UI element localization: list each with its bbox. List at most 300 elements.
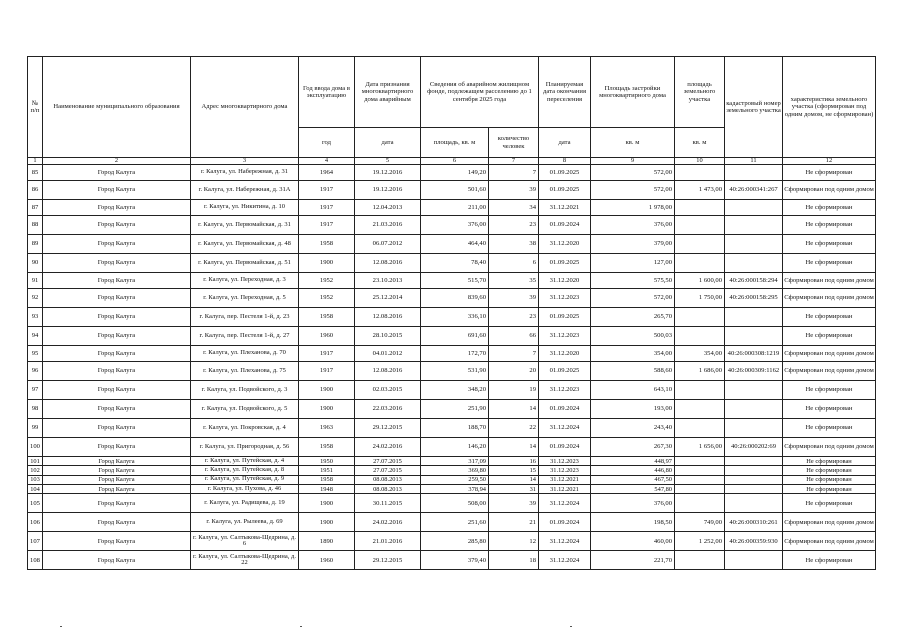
planned-end-cell: 31.12.2024 [539,551,591,570]
cadastral-number-cell [725,308,783,327]
cadastral-number-cell: 40:26:000158:295 [725,289,783,308]
address-cell: г. Калуга, ул. Пухова, д. 46 [191,484,299,493]
building-area-cell: 243,40 [591,419,675,438]
land-area-cell [675,419,725,438]
people-count-cell: 34 [489,200,539,216]
people-count-cell: 19 [489,381,539,400]
building-area-cell: 354,00 [591,346,675,362]
municipality-cell: Город Калуга [43,400,191,419]
municipality-cell: Город Калуга [43,532,191,551]
address-cell: г. Калуга, пер. Пестеля 1-й, д. 23 [191,308,299,327]
column-number-cell: 4 [299,158,355,165]
subheader-date: дата [355,128,421,158]
address-cell: г. Калуга, ул. Плеханова, д. 70 [191,346,299,362]
cadastral-number-cell: 40:26:000310:261 [725,513,783,532]
people-count-cell: 31 [489,484,539,493]
table-row [28,381,876,400]
land-characteristic-cell: Не сформирован [783,494,876,513]
area-cell: 378,94 [421,484,489,493]
people-count-cell: 14 [489,438,539,457]
recognition-date-cell: 06.07.2012 [355,235,421,254]
building-area-cell: 446,80 [591,466,675,475]
area-cell: 251,90 [421,400,489,419]
table-row [28,551,876,570]
municipality-cell: Город Калуга [43,466,191,475]
recognition-date-cell: 22.03.2016 [355,400,421,419]
planned-end-cell: 31.12.2023 [539,466,591,475]
area-cell: 251,60 [421,513,489,532]
column-number-cell: 12 [783,158,876,165]
column-number-row [28,158,876,165]
people-count-cell: 20 [489,362,539,381]
column-number-cell: 7 [489,158,539,165]
planned-end-cell: 01.09.2024 [539,400,591,419]
address-cell: г. Калуга, ул. Салтыкова-Щедрина, д. 22 [191,551,299,570]
table-row [28,532,876,551]
land-area-cell [675,235,725,254]
area-cell: 531,90 [421,362,489,381]
land-area-cell [675,381,725,400]
header-col-municipality: Наименование муниципального образования [43,57,191,158]
recognition-date-cell: 29.12.2015 [355,551,421,570]
address-cell: г. Калуга, ул. Покровская, д. 4 [191,419,299,438]
land-area-cell [675,400,725,419]
building-area-cell: 572,00 [591,165,675,181]
planned-end-cell: 31.12.2021 [539,200,591,216]
area-cell: 78,40 [421,254,489,273]
recognition-date-cell: 08.08.2013 [355,484,421,493]
year-cell: 1900 [299,381,355,400]
address-cell: г. Калуга, ул. Набережная, д. 31А [191,181,299,200]
column-number-cell: 5 [355,158,421,165]
planned-end-cell: 31.12.2023 [539,381,591,400]
year-cell: 1890 [299,532,355,551]
recognition-date-cell: 19.12.2016 [355,165,421,181]
building-area-cell: 448,97 [591,457,675,466]
land-area-cell [675,484,725,493]
header-col-land-char: характеристика земельного участка (сформирован под одним домом, не сформирован) [783,57,876,158]
year-cell: 1964 [299,165,355,181]
planned-end-cell: 01.09.2025 [539,362,591,381]
address-cell: г. Калуга, пер. Пестеля 1-й, д. 27 [191,327,299,346]
land-area-cell [675,457,725,466]
year-cell: 1960 [299,551,355,570]
table-row [28,475,876,484]
recognition-date-cell: 12.08.2016 [355,254,421,273]
recognition-date-cell: 23.10.2013 [355,273,421,289]
subheader-end-date: дата [539,128,591,158]
year-cell: 1917 [299,362,355,381]
land-area-cell [675,216,725,235]
table-row [28,513,876,532]
row-number-cell: 93 [28,308,43,327]
row-number-cell: 92 [28,289,43,308]
land-characteristic-cell: Сформирован под одним домом [783,346,876,362]
area-cell: 259,50 [421,475,489,484]
building-area-cell: 500,03 [591,327,675,346]
land-characteristic-cell: Не сформирован [783,419,876,438]
header-col-building-area: Площадь застройки многоквартирного дома [591,57,675,128]
recognition-date-cell: 12.04.2013 [355,200,421,216]
land-characteristic-cell: Не сформирован [783,400,876,419]
cadastral-number-cell [725,551,783,570]
table-row [28,400,876,419]
year-cell: 1952 [299,273,355,289]
recognition-date-cell: 28.10.2015 [355,327,421,346]
header-col-planned-end: Планируемая дата окончания переселения [539,57,591,128]
address-cell: г. Калуга, ул. Плеханова, д. 75 [191,362,299,381]
row-number-cell: 104 [28,484,43,493]
land-characteristic-cell: Не сформирован [783,466,876,475]
land-area-cell: 1 750,00 [675,289,725,308]
land-characteristic-cell: Не сформирован [783,475,876,484]
table-row [28,362,876,381]
address-cell: г. Калуга, ул. Переходная, д. 3 [191,273,299,289]
cadastral-number-cell [725,216,783,235]
land-characteristic-cell: Сформирован под одним домом [783,513,876,532]
recognition-date-cell: 08.08.2013 [355,475,421,484]
area-cell: 285,80 [421,532,489,551]
people-count-cell: 12 [489,532,539,551]
year-cell: 1958 [299,475,355,484]
row-number-cell: 96 [28,362,43,381]
planned-end-cell: 31.12.2023 [539,457,591,466]
table-row [28,457,876,466]
planned-end-cell: 31.12.2020 [539,346,591,362]
land-characteristic-cell: Не сформирован [783,308,876,327]
planned-end-cell: 31.12.2023 [539,327,591,346]
row-number-cell: 94 [28,327,43,346]
area-cell: 691,60 [421,327,489,346]
land-area-cell: 1 686,00 [675,362,725,381]
cadastral-number-cell [725,484,783,493]
municipality-cell: Город Калуга [43,289,191,308]
table-row [28,273,876,289]
row-number-cell: 99 [28,419,43,438]
land-characteristic-cell: Сформирован под одним домом [783,289,876,308]
municipality-cell: Город Калуга [43,513,191,532]
table-row [28,419,876,438]
column-number-cell: 1 [28,158,43,165]
row-number-cell: 89 [28,235,43,254]
area-cell: 839,60 [421,289,489,308]
header-col-year: Год ввода дома в эксплуатацию [299,57,355,128]
year-cell: 1958 [299,308,355,327]
table-row [28,494,876,513]
area-cell: 336,10 [421,308,489,327]
cadastral-number-cell [725,466,783,475]
table-row [28,466,876,475]
year-cell: 1958 [299,235,355,254]
cadastral-number-cell [725,400,783,419]
land-area-cell: 749,00 [675,513,725,532]
municipality-cell: Город Калуга [43,254,191,273]
planned-end-cell: 01.09.2024 [539,513,591,532]
planned-end-cell: 31.12.2020 [539,235,591,254]
municipality-cell: Город Калуга [43,308,191,327]
table-row [28,346,876,362]
building-area-cell: 588,60 [591,362,675,381]
building-area-cell: 379,00 [591,235,675,254]
scan-mark [570,626,572,627]
cadastral-number-cell [725,381,783,400]
building-area-cell: 267,30 [591,438,675,457]
land-characteristic-cell: Сформирован под одним домом [783,362,876,381]
header-col-resettled: Сведения об аварийном жилищном фонде, подлежащем расселению до 1 сентября 2025 года [421,57,539,128]
row-number-cell: 88 [28,216,43,235]
municipality-cell: Город Калуга [43,457,191,466]
address-cell: г. Калуга, ул. Первомайская, д. 48 [191,235,299,254]
table-row [28,200,876,216]
land-area-cell [675,254,725,273]
row-number-cell: 90 [28,254,43,273]
recognition-date-cell: 04.01.2012 [355,346,421,362]
address-cell: г. Калуга, ул. Радищева, д. 19 [191,494,299,513]
column-number-cell: 11 [725,158,783,165]
year-cell: 1917 [299,200,355,216]
building-area-cell: 127,00 [591,254,675,273]
subheader-year: год [299,128,355,158]
address-cell: г. Калуга, ул. Никитина, д. 10 [191,200,299,216]
area-cell: 515,70 [421,273,489,289]
land-characteristic-cell: Не сформирован [783,381,876,400]
people-count-cell: 23 [489,216,539,235]
people-count-cell: 35 [489,273,539,289]
subheader-area: площадь, кв. м [421,128,489,158]
municipality-cell: Город Калуга [43,181,191,200]
building-area-cell: 193,00 [591,400,675,419]
recognition-date-cell: 30.11.2015 [355,494,421,513]
area-cell: 376,00 [421,216,489,235]
area-cell: 146,20 [421,438,489,457]
land-area-cell: 1 600,00 [675,273,725,289]
column-number-cell: 9 [591,158,675,165]
land-area-cell: 1 473,00 [675,181,725,200]
table-row [28,484,876,493]
building-area-cell: 221,70 [591,551,675,570]
people-count-cell: 39 [489,289,539,308]
land-area-cell [675,551,725,570]
building-area-cell: 547,80 [591,484,675,493]
area-cell: 379,40 [421,551,489,570]
subheader-people: количество человек [489,128,539,158]
building-area-cell: 376,00 [591,216,675,235]
planned-end-cell: 31.12.2024 [539,494,591,513]
municipality-cell: Город Калуга [43,273,191,289]
building-area-cell: 460,00 [591,532,675,551]
building-area-cell: 575,50 [591,273,675,289]
cadastral-number-cell [725,165,783,181]
planned-end-cell: 31.12.2021 [539,484,591,493]
recognition-date-cell: 12.08.2016 [355,362,421,381]
municipality-cell: Город Калуга [43,346,191,362]
building-area-cell: 643,10 [591,381,675,400]
building-area-cell: 572,00 [591,181,675,200]
planned-end-cell: 01.09.2024 [539,216,591,235]
recognition-date-cell: 24.02.2016 [355,438,421,457]
year-cell: 1917 [299,346,355,362]
area-cell: 317,09 [421,457,489,466]
land-area-cell [675,165,725,181]
area-cell: 501,60 [421,181,489,200]
area-cell: 464,40 [421,235,489,254]
cadastral-number-cell [725,327,783,346]
people-count-cell: 14 [489,475,539,484]
people-count-cell: 15 [489,466,539,475]
row-number-cell: 85 [28,165,43,181]
year-cell: 1917 [299,216,355,235]
people-count-cell: 38 [489,235,539,254]
area-cell: 211,00 [421,200,489,216]
table-row [28,289,876,308]
row-number-cell: 101 [28,457,43,466]
subheader-sqm: кв. м [591,128,675,158]
recognition-date-cell: 25.12.2014 [355,289,421,308]
municipality-cell: Город Калуга [43,362,191,381]
land-characteristic-cell: Сформирован под одним домом [783,273,876,289]
building-area-cell: 198,50 [591,513,675,532]
header-col-cadastral: кадастровый номер земельного участка [725,57,783,158]
area-cell: 369,80 [421,466,489,475]
table-row [28,235,876,254]
municipality-cell: Город Калуга [43,200,191,216]
land-area-cell [675,327,725,346]
column-number-cell: 10 [675,158,725,165]
row-number-cell: 103 [28,475,43,484]
year-cell: 1900 [299,513,355,532]
row-number-cell: 100 [28,438,43,457]
row-number-cell: 102 [28,466,43,475]
recognition-date-cell: 21.03.2016 [355,216,421,235]
people-count-cell: 23 [489,308,539,327]
document-page [27,56,875,570]
table-header [28,57,876,165]
municipality-cell: Город Калуга [43,475,191,484]
table-row [28,181,876,200]
cadastral-number-cell: 40:26:000359:930 [725,532,783,551]
cadastral-number-cell: 40:26:000202:69 [725,438,783,457]
row-number-cell: 91 [28,273,43,289]
year-cell: 1917 [299,181,355,200]
people-count-cell: 7 [489,346,539,362]
column-number-cell: 2 [43,158,191,165]
subheader-land-sqm: кв. м [675,128,725,158]
land-characteristic-cell: Не сформирован [783,457,876,466]
row-number-cell: 107 [28,532,43,551]
table-row [28,308,876,327]
cadastral-number-cell [725,254,783,273]
planned-end-cell: 01.09.2025 [539,181,591,200]
cadastral-number-cell [725,457,783,466]
building-area-cell: 467,50 [591,475,675,484]
address-cell: г. Калуга, ул. Рылеева, д. 69 [191,513,299,532]
column-number-cell: 3 [191,158,299,165]
year-cell: 1952 [299,289,355,308]
recognition-date-cell: 21.01.2016 [355,532,421,551]
area-cell: 149,20 [421,165,489,181]
land-characteristic-cell: Не сформирован [783,216,876,235]
year-cell: 1963 [299,419,355,438]
emergency-housing-table [27,56,876,570]
cadastral-number-cell [725,200,783,216]
cadastral-number-cell [725,235,783,254]
scan-mark [300,626,302,627]
people-count-cell: 18 [489,551,539,570]
planned-end-cell: 01.09.2025 [539,308,591,327]
row-number-cell: 95 [28,346,43,362]
municipality-cell: Город Калуга [43,438,191,457]
people-count-cell: 14 [489,400,539,419]
cadastral-number-cell: 40:26:000341:267 [725,181,783,200]
land-characteristic-cell: Не сформирован [783,254,876,273]
header-col-address: Адрес многоквартирного дома [191,57,299,158]
building-area-cell: 376,00 [591,494,675,513]
municipality-cell: Город Калуга [43,484,191,493]
row-number-cell: 86 [28,181,43,200]
scan-mark [60,626,62,627]
planned-end-cell: 31.12.2020 [539,273,591,289]
building-area-cell: 265,70 [591,308,675,327]
municipality-cell: Город Калуга [43,216,191,235]
building-area-cell: 1 978,00 [591,200,675,216]
people-count-cell: 7 [489,165,539,181]
recognition-date-cell: 12.08.2016 [355,308,421,327]
year-cell: 1948 [299,484,355,493]
cadastral-number-cell [725,494,783,513]
recognition-date-cell: 19.12.2016 [355,181,421,200]
year-cell: 1900 [299,494,355,513]
address-cell: г. Калуга, ул. Набережная, д. 31 [191,165,299,181]
people-count-cell: 39 [489,494,539,513]
header-col-no: № п/п [28,57,43,158]
recognition-date-cell: 02.03.2015 [355,381,421,400]
land-area-cell: 1 656,00 [675,438,725,457]
land-area-cell [675,200,725,216]
area-cell: 172,70 [421,346,489,362]
year-cell: 1958 [299,438,355,457]
address-cell: г. Калуга, ул. Путейская, д. 9 [191,475,299,484]
table-row [28,254,876,273]
address-cell: г. Калуга, ул. Подвойского, д. 3 [191,381,299,400]
people-count-cell: 22 [489,419,539,438]
address-cell: г. Калуга, ул. Первомайская, д. 31 [191,216,299,235]
land-area-cell [675,494,725,513]
table-row [28,327,876,346]
planned-end-cell: 01.09.2025 [539,254,591,273]
address-cell: г. Калуга, ул. Салтыкова-Щедрина, д. 6 [191,532,299,551]
header-col-land-area: площадь земельного участка [675,57,725,128]
land-characteristic-cell: Сформирован под одним домом [783,438,876,457]
municipality-cell: Город Калуга [43,327,191,346]
municipality-cell: Город Калуга [43,494,191,513]
area-cell: 188,70 [421,419,489,438]
cadastral-number-cell [725,419,783,438]
cadastral-number-cell [725,475,783,484]
table-row [28,438,876,457]
land-area-cell: 354,00 [675,346,725,362]
cadastral-number-cell: 40:26:000308:1219 [725,346,783,362]
building-area-cell: 572,00 [591,289,675,308]
planned-end-cell: 31.12.2023 [539,289,591,308]
municipality-cell: Город Калуга [43,165,191,181]
year-cell: 1900 [299,254,355,273]
column-number-cell: 8 [539,158,591,165]
row-number-cell: 105 [28,494,43,513]
land-area-cell [675,466,725,475]
area-cell: 348,20 [421,381,489,400]
land-characteristic-cell: Не сформирован [783,327,876,346]
land-characteristic-cell: Не сформирован [783,200,876,216]
